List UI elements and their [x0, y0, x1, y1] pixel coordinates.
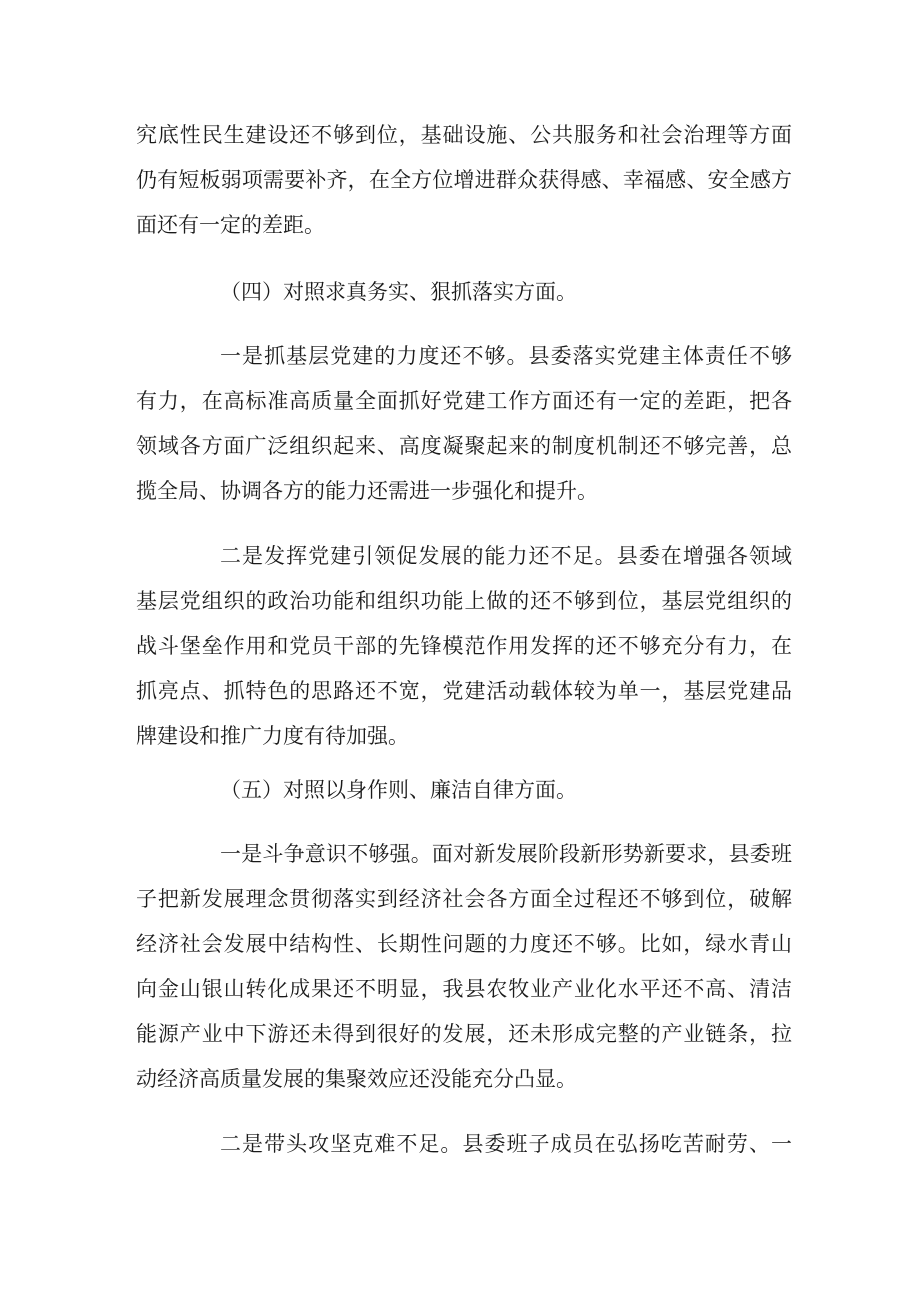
text-line-1: 究底性民生建设还不够到位，基础设施、公共服务和社会治理等方面 — [136, 123, 792, 147]
text-line-2: 仍有短板弱项需要补齐，在全方位增进群众获得感、幸福感、安全感方 — [136, 168, 792, 192]
text-line-6: 有力，在高标准高质量全面抓好党建工作方面还有一定的差距，把各 — [136, 389, 792, 413]
text-line-5: 一是抓基层党建的力度还不够。县委落实党建主体责任不够 — [220, 344, 792, 368]
text-line-3: 面还有一定的差距。 — [136, 213, 325, 237]
text-line-17: 经济社会发展中结构性、长期性问题的力度还不够。比如，绿水青山 — [136, 932, 792, 956]
text-line-11: 战斗堡垒作用和党员干部的先锋模范作用发挥的还不够充分有力，在 — [136, 634, 792, 658]
text-line-15: 一是斗争意识不够强。面对新发展阶段新形势新要求，县委班 — [220, 842, 792, 866]
text-line-21: 二是带头攻坚克难不足。县委班子成员在弘扬吃苦耐劳、一 — [220, 1132, 792, 1156]
text-line-13: 牌建设和推广力度有待加强。 — [136, 724, 409, 748]
text-line-18: 向金山银山转化成果还不明显，我县农牧业产业化水平还不高、清洁 — [136, 977, 792, 1001]
text-line-10: 基层党组织的政治功能和组织功能上做的还不够到位，基层党组织的 — [136, 589, 792, 613]
text-line-16: 子把新发展理念贯彻落实到经济社会各方面全过程还不够到位，破解 — [136, 887, 792, 911]
text-line-19: 能源产业中下游还未得到很好的发展，还未形成完整的产业链条，拉 — [136, 1022, 792, 1046]
text-line-12: 抓亮点、抓特色的思路还不宽，党建活动载体较为单一，基层党建品 — [136, 679, 792, 703]
text-line-20: 动经济高质量发展的集聚效应还没能充分凸显。 — [136, 1067, 577, 1091]
text-line-7: 领域各方面广泛组织起来、高度凝聚起来的制度机制还不够完善，总 — [136, 434, 792, 458]
text-line-9: 二是发挥党建引领促发展的能力还不足。县委在增强各领域 — [220, 544, 792, 568]
section-heading-4: （四）对照求真务实、狠抓落实方面。 — [220, 280, 577, 304]
text-line-8: 揽全局、协调各方的能力还需进一步强化和提升。 — [136, 479, 598, 503]
section-heading-5: （五）对照以身作则、廉洁自律方面。 — [220, 778, 577, 802]
